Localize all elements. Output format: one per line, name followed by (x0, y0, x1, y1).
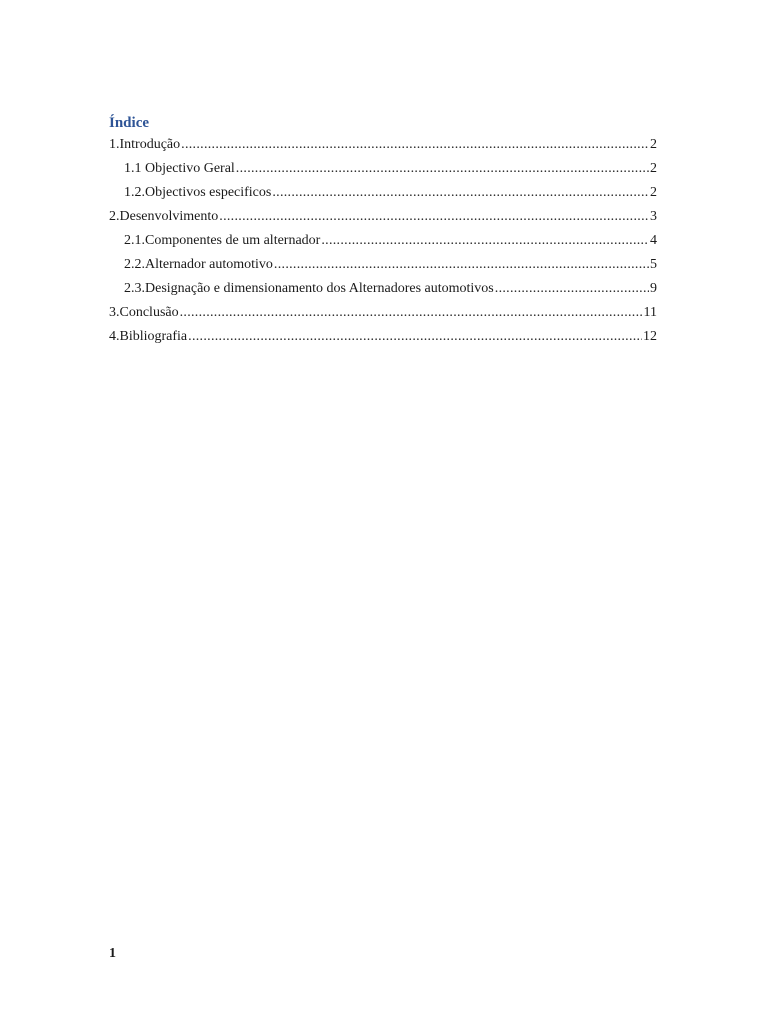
toc-entry-text: 4.Bibliografia (109, 329, 188, 344)
toc-entry-page: 3 (650, 209, 657, 224)
toc-entry-text: 2.1.Componentes de um alternador (124, 233, 321, 248)
toc-leader-dots (180, 301, 643, 325)
toc-leader-dots (188, 325, 642, 349)
toc-entry-page: 2 (650, 137, 657, 152)
toc-leader-dots (272, 181, 649, 205)
toc-entry-text: 2.Desenvolvimento (109, 209, 219, 224)
toc-entry-page: 2 (650, 185, 657, 200)
toc-entry[interactable] (109, 325, 657, 349)
page-number: 1 (109, 946, 116, 961)
toc-entry[interactable] (109, 205, 657, 229)
toc-entry[interactable] (109, 277, 657, 301)
toc-entry[interactable] (109, 181, 657, 205)
toc-entry[interactable] (109, 229, 657, 253)
toc-leader-dots (321, 229, 649, 253)
toc-leader-dots (495, 277, 649, 301)
toc-entry-text: 1.Introdução (109, 137, 181, 152)
toc-entry-text: 2.2.Alternador automotivo (124, 257, 273, 272)
toc-entry-page: 9 (650, 281, 657, 296)
toc-entry-page: 5 (650, 257, 657, 272)
table-of-contents (109, 113, 657, 349)
toc-entry-text: 2.3.Designação e dimensionamento dos Alternadores automotivos (124, 281, 494, 296)
toc-leader-dots (236, 157, 649, 181)
toc-entry-page: 2 (650, 161, 657, 176)
toc-entry[interactable] (109, 157, 657, 181)
toc-entry-text: 1.2.Objectivos especificos (124, 185, 272, 200)
toc-leader-dots (274, 253, 649, 277)
toc-title: Índice (109, 115, 150, 131)
toc-entry-page: 4 (650, 233, 657, 248)
toc-entry[interactable] (109, 253, 657, 277)
toc-leader-dots (219, 205, 649, 229)
toc-entry[interactable] (109, 301, 657, 325)
toc-entry-text: 1.1 Objectivo Geral (124, 161, 235, 176)
toc-leader-dots (181, 133, 649, 157)
toc-entry-page: 12 (643, 329, 657, 344)
toc-entry-text: 3.Conclusão (109, 305, 179, 320)
toc-entry-page: 11 (643, 305, 657, 320)
toc-entry[interactable] (109, 133, 657, 157)
